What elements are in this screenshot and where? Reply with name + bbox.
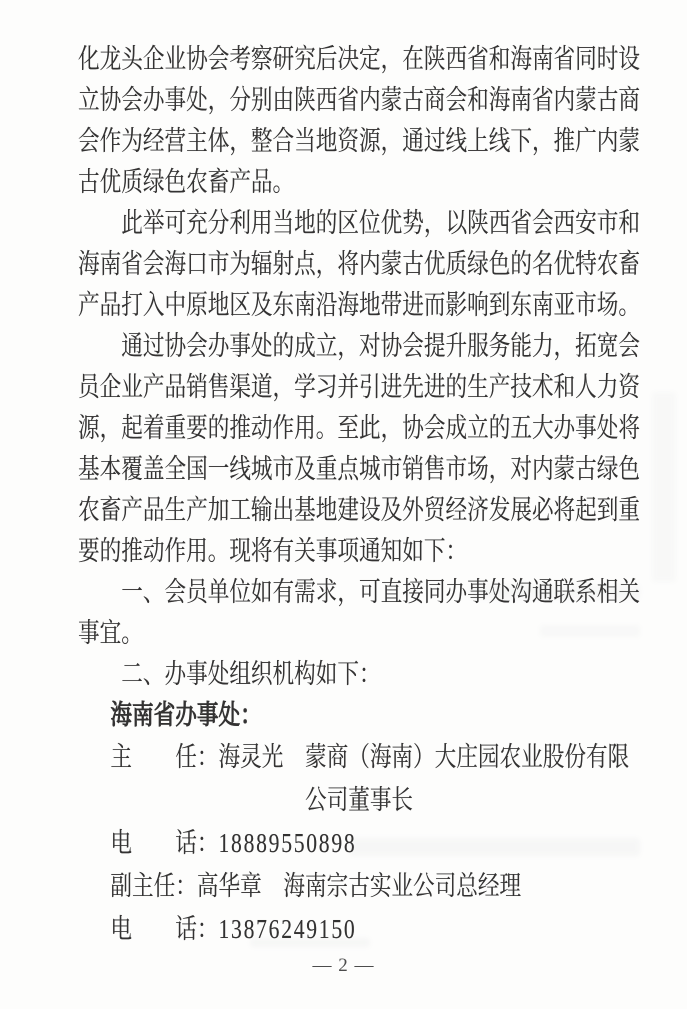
scan-artifact: [250, 938, 370, 947]
notice-item-1: 一、会员单位如有需求，可直接同办事处沟通联系相关事宜。: [78, 577, 641, 648]
body-paragraph-2: 此举可充分利用当地的区位优势，以陕西省会西安市和海南省会海口市为辐射点，将内蒙古优质绿色的名优特农畜产品打入中原地区及东南沿海地带进而影响到东南亚市场。: [78, 208, 641, 320]
notice-item-2: 二、办事处组织机构如下：: [121, 659, 381, 689]
role-value-continuation: 公司董事长: [304, 785, 414, 815]
scan-artifact: [652, 392, 676, 582]
role-value: 高华章 海南宗古实业公司总经理: [196, 871, 522, 901]
phone-label: 电 话：: [110, 828, 219, 858]
scan-artifact: [540, 625, 640, 637]
office-heading: 海南省办事处：: [110, 700, 262, 730]
office-role-row-deputy: [78, 865, 640, 908]
body-paragraph-3: 通过协会办事处的成立，对协会提升服务能力，拓宽会员企业产品销售渠道，学习并引进先进的生产技术和人力资源，起着重要的推动作用。至此，协会成立的五大办事处将基本覆盖全国一线城市及重点城市销售市场，对内蒙古绿色农畜产品生产加工输出基地建设及外贸经济发展必将起到重要的推动作用。现将有关事项通知如下：: [78, 331, 641, 566]
role-label: 主 任：: [110, 742, 219, 772]
scan-artifact: [350, 838, 640, 856]
role-value: 海灵光 蒙商（海南）大庄园农业股份有限: [218, 742, 630, 772]
phone-label: 电 话：: [110, 914, 219, 944]
phone-number: 13876249150: [218, 914, 357, 944]
role-label: 副主任：: [110, 871, 197, 901]
body-paragraph-1: 化龙头企业协会考察研究后决定，在陕西省和海南省同时设立协会办事处，分别由陕西省内蒙古商会和海南省内蒙古商会作为经营主体，整合当地资源，通过线上线下，推广内蒙古优质绿色农畜产品。: [78, 44, 641, 197]
phone-number: 18889550898: [218, 828, 357, 858]
document-body: [78, 39, 640, 951]
page-number: — 2 —: [312, 955, 375, 976]
scan-artifact: [470, 585, 640, 599]
office-role-row-director: [78, 736, 640, 822]
